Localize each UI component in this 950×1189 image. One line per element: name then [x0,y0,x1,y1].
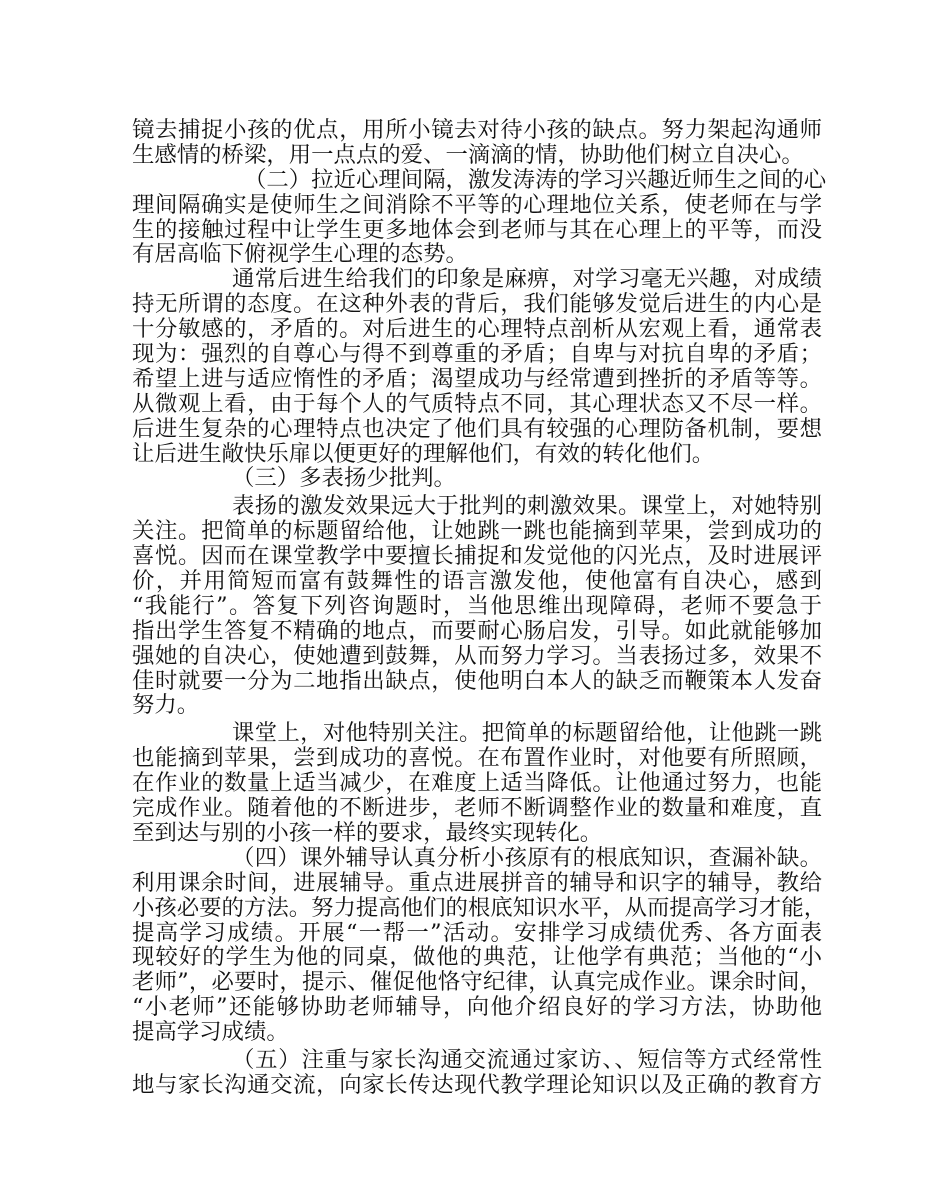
text-line: “小老师”还能够协助老师辅导，向他介绍良好的学习方法，协助他 [132,994,822,1021]
section-heading-5: （五）注重与家长沟通交流通过家访、、短信等方式经常性 [232,1046,822,1073]
document-body [132,117,827,1098]
text-line: 十分敏感的，矛盾的。对后进生的心理特点剖析从宏观上看，通常表 [132,316,822,343]
text-line: 持无所谓的态度。在这种外表的背后，我们能够发觉后进生的内心是 [132,291,822,318]
text-line: 喜悦。因而在课堂教学中要擅长捕捉和发觉他的闪光点，及时进展评 [132,543,822,570]
text-line: 镜去捕捉小孩的优点，用所小镜去对待小孩的缺点。努力架起沟通师 [132,117,822,143]
text-line: 利用课余时间，进展辅导。重点进展拼音的辅导和识字的辅导，教给 [132,869,822,896]
text-line: 努力。 [132,692,200,719]
text-line: 后进生复杂的心理特点也决定了他们具有较强的心理防备机制，要想 [132,415,822,442]
text-line: “我能行”。答复下列咨询题时，当他思维出现障碍，老师不要急于 [132,592,822,619]
section-heading-3: （三）多表扬少批判。 [232,465,456,492]
text-line: 现为：强烈的自尊心与得不到尊重的矛盾；自卑与对抗自卑的矛盾； [132,341,822,368]
text-line: 指出学生答复不精确的地点，而要耐心肠启发，引导。如此就能够加 [132,617,822,644]
text-line: 提高学习成绩。开展“一帮一”活动。安排学习成绩优秀、各方面表 [132,919,822,946]
text-line: 理间隔确实是使师生之间消除不平等的心理地位关系，使老师在与学 [132,191,822,218]
text-line: 在作业的数量上适当减少，在难度上适当降低。让他通过努力，也能 [132,770,822,797]
section-heading-2: （二）拉近心理间隔，激发涛涛的学习兴趣近师生之间的心 [244,166,827,193]
text-line: 至到达与别的小孩一样的要求，最终实现转化。 [132,819,603,846]
text-line: 价，并用简短而富有鼓舞性的语言激发他，使他富有自决心，感到 [132,568,822,595]
paragraph-start: 课堂上，对他特别关注。把简单的标题留给他，让他跳一跳 [232,720,822,747]
text-line: 现较好的学生为他的同桌，做他的典范，让他学有典范；当他的“小 [132,944,822,971]
text-line: 有居高临下俯视学生心理的态势。 [132,241,468,268]
section-heading-4: （四）课外辅导认真分析小孩原有的根底知识，查漏补缺。 [232,844,822,871]
text-line: 完成作业。随着他的不断进步，老师不断调整作业的数量和难度，直 [132,795,822,822]
text-line: 生的接触过程中让学生更多地体会到老师与其在心理上的平等，而没 [132,216,822,243]
text-line: 关注。把简单的标题留给他，让她跳一跳也能摘到苹果，尝到成功的 [132,518,822,545]
text-line: 地与家长沟通交流，向家长传达现代教学理论知识以及正确的教育方 [132,1071,822,1098]
text-line: 佳时就要一分为二地指出缺点，使他明白本人的缺乏而鞭策本人发奋 [132,667,822,694]
text-line: 提高学习成绩。 [132,1019,289,1046]
text-line: 强她的自决心，使她遭到鼓舞，从而努力学习。当表扬过多，效果不 [132,642,822,669]
text-line: 小孩必要的方法。努力提高他们的根底知识水平，从而提高学习才能， [132,894,827,921]
text-line: 也能摘到苹果，尝到成功的喜悦。在布置作业时，对他要有所照顾， [132,745,822,772]
text-line: 老师”，必要时，提示、催促他恪守纪律，认真完成作业。课余时间， [132,969,822,996]
text-line: 从微观上看，由于每个人的气质特点不同，其心理状态又不尽一样。 [132,390,822,417]
paragraph-start: 表扬的激发效果远大于批判的刺激效果。课堂上，对她特别 [232,493,822,520]
text-line: 让后进生敞快乐扉以便更好的理解他们，有效的转化他们。 [132,440,715,467]
text-line: 希望上进与适应惰性的矛盾；渴望成功与经常遭到挫折的矛盾等等。 [132,365,822,392]
text-line: 生感情的桥梁，用一点点的爱、一滴滴的情，协助他们树立自决心。 [132,141,804,168]
paragraph-start: 通常后进生给我们的印象是麻痹，对学习毫无兴趣，对成绩 [232,266,822,293]
